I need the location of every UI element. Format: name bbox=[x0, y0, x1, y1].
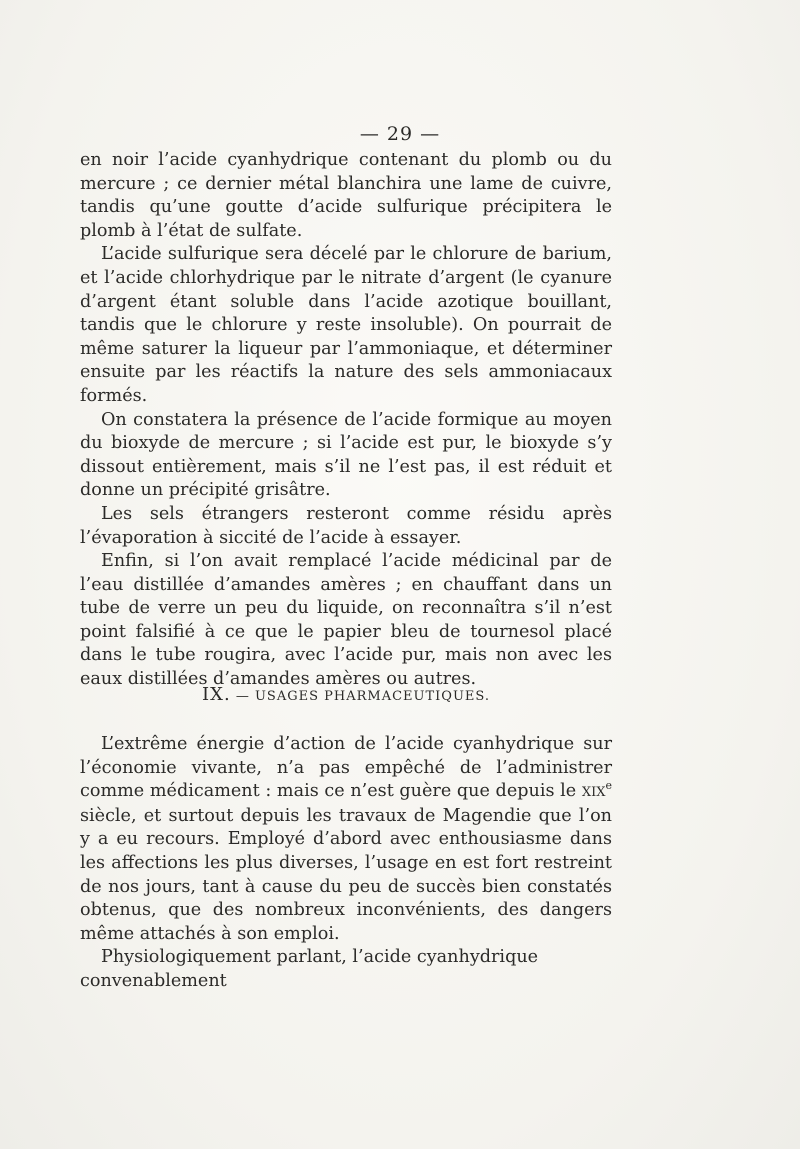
body-text-section-1 bbox=[80, 149, 612, 692]
paragraph-text-part: siècle, et surtout depuis les travaux de Magendie que l’on y a eu recours. Employé d’abord avec enthousiasme dans les affections les plus diverses, l’usage en est fort restreint de nos jours, tant à cause du peu de succès bien constatés obtenus, que des nombreux inconvénients, des dangers même attachés à son emploi. bbox=[80, 805, 612, 944]
heading-dash: — bbox=[235, 689, 250, 704]
paragraph-sulfuric-acid: L’acide sulfurique sera décelé par le chlorure de barium, et l’acide chlorhydrique par le nitrate d’argent (le cyanure d’argent étant soluble dans l’acide azotique bouillant, tandis que le chlorure y reste insoluble). On pourrait de même saturer la liqueur par l’ammoniaque, et déterminer ensuite par les réactifs la nature des sels ammoniacaux formés. bbox=[80, 244, 612, 406]
page-number: — 29 — bbox=[359, 123, 441, 145]
section-title: USAGES PHARMACEUTIQUES. bbox=[254, 689, 490, 704]
century-numeral: XIX bbox=[581, 785, 606, 801]
paragraph-continuation: en noir l’acide cyanhydrique contenant du plomb ou du mercure ; ce dernier métal blanchira une lame de cuivre, tandis qu’une goutte d’acide sulfurique précipitera le plomb à l’état de sulfate. bbox=[80, 150, 612, 241]
section-heading bbox=[80, 684, 612, 705]
paragraph-foreign-salts: Les sels étrangers resteront comme résidu après l’évaporation à siccité de l’acide à essayer. bbox=[80, 503, 612, 548]
section-number: IX. bbox=[202, 684, 231, 705]
paragraph-pharmaceutical-usage bbox=[80, 733, 612, 946]
paragraph-text-part: L’extrême énergie d’action de l’acide cyanhydrique sur l’économie vivante, n’a pas empêché de l’administrer comme médicament : mais ce n’est guère que depuis le bbox=[80, 734, 612, 802]
paragraph-formic-acid: On constatera la présence de l’acide formique au moyen du bioxyde de mercure ; si l’acide est pur, le bioxyde s’y dissout entièrement, mais s’il ne l’est pas, il est réduit et donne un précipité grisâtre. bbox=[80, 409, 612, 501]
paragraph-bitter-almond-water: Enfin, si l’on avait remplacé l’acide médicinal par de l’eau distillée d’amandes amères ; en chauffant dans un tube de verre un peu du liquide, on reconnaîtra s’il n’est point falsifié à ce que le papier bleu de tournesol placé dans le tube rougira, avec l’acide pur, mais non avec les eaux distillées d’amandes amères ou autres. bbox=[80, 551, 612, 690]
paragraph-physiology: Physiologiquement parlant, l’acide cyanhydrique convenablement bbox=[80, 947, 539, 991]
superscript: e bbox=[605, 779, 612, 793]
body-text-section-2 bbox=[80, 733, 612, 994]
